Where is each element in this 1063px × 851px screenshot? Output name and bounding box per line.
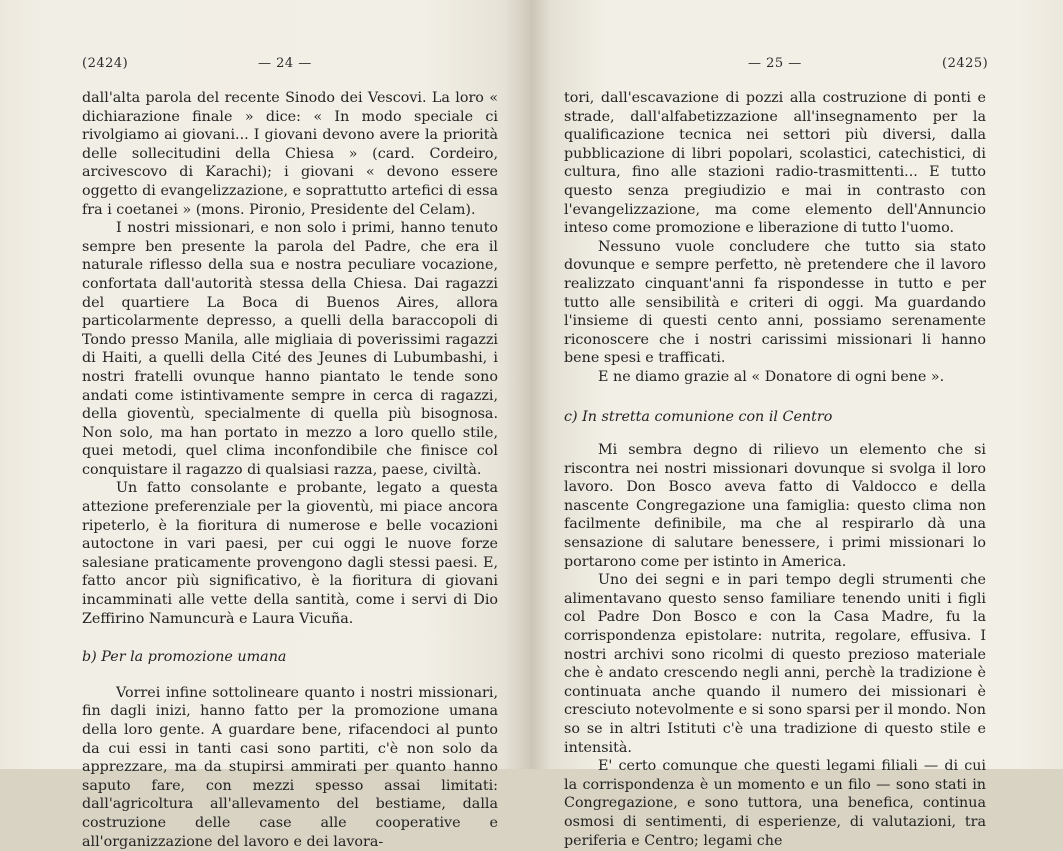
paragraph: Mi sembra degno di rilievo un elemento che si riscontra nei nostri missionari dovunque si svolga il loro lavoro. Don Bosco aveva fatto di Valdocco e della nascente Congregazione una famiglia: questo clima non facilmente definibile, ma che al respirarlo dà una sensazione di salutare benessere, i primi missionari lo portarono come per istinto in America. <box>564 442 986 570</box>
paragraph: Nessuno vuole concludere che tutto sia stato dovunque e sempre perfetto, nè pretendere che il lavoro realizzato cinquant'anni fa rispondesse in tutto e per tutto alle sensibilità e criteri di oggi. Ma guardando l'insieme di questi cento anni, possiamo serenamente riconoscere che i nostri carissimi missionari li hanno bene spesi e trafficati. <box>564 238 986 367</box>
paragraph: Uno dei segni e in pari tempo degli strumenti che alimentavano questo senso familiare tenendo uniti i figli col Padre Don Bosco e con la Casa Madre, fu la corrispondenza epistolare: nutrita, regolare, effusiva. I nostri archivi sono ricolmi di questo prezioso materiale che è andato crescendo negli anni, perchè la tradizione è continuata anche quando il numero dei missionari è cresciuto notevolmente e si sono sparsi per il mondo. Non so se in altri Istituti c'è una tradizione di questo stile e intensità. <box>564 572 986 756</box>
page-number-left: — 24 — <box>258 56 312 71</box>
left-page-body <box>82 89 498 851</box>
section-heading-c: c) In stretta comunione con il Centro <box>564 408 833 425</box>
paragraph: I nostri missionari, e non solo i primi, hanno tenuto sempre ben presente la parola del Padre, che era il naturale riflesso della sua e nostra peculiare vocazione, confortata dall'autorità stessa della Chiesa. Dai ragazzi del quartiere La Boca di Buenos Aires, allora particolarmente depresso, a quelli della baraccopoli di Tondo presso Manila, alle migliaia di poverissimi ragazzi di Haiti, a quelli della Cité des Jeunes di Lubumbashi, i nostri fratelli ovunque hanno piantato le tende sono andati come istintivamente sempre in cerca di ragazzi, della gioventù, specialmente di quella più bisognosa. Non solo, ma han portato in mezzo a loro quello stile, quei metodi, quel clima inconfondibile che finisce col conquistare il ragazzo di qualsiasi razza, paese, civiltà. <box>82 220 498 478</box>
right-page <box>530 0 1063 849</box>
paragraph: E ne diamo grazie al « Donatore di ogni bene ». <box>598 368 945 385</box>
paragraph: dall'alta parola del recente Sinodo dei Vescovi. La loro « dichiarazione finale » dice: « In modo speciale ci rivolgiamo ai giovani... I giovani devono avere la priorità delle sollecitudini della Chiesa » (card. Cordeiro, arcivescovo di Karachi); i giovani « devono essere oggetto di evangelizzazione, e soprattutto artefici di essa fra i coetanei » (mons. Pironio, Presidente del Celam). <box>82 90 498 218</box>
paragraph: E' certo comunque che questi legami filiali — di cui la corrispondenza è un momento e un filo — sono stati in Congregazione, e sono tuttora, una benefica, continua osmosi di sentimenti, di esperienze, di valutazioni, tra periferia e Centro; legami che <box>564 758 986 849</box>
right-page-body <box>564 89 986 850</box>
paragraph: tori, dall'escavazione di pozzi alla costruzione di ponti e strade, dall'alfabetizzazione all'insegnamento per la qualificazione tecnica nei settori più diversi, dalla pubblicazione di libri popolari, scolastici, catechistici, di cultura, fino alle stazioni radio-trasmittenti... E tutto questo senza pregiudizio e mai in contrasto con l'evangelizzazione, ma come elemento dell'Annuncio inteso come promozione e liberazione di tutto l'uomo. <box>564 90 986 237</box>
paragraph: Vorrei infine sottolineare quanto i nostri missionari, fin dagli inizi, hanno fatto per la promozione umana della loro gente. A guardare bene, rifacendoci al punto da cui essi in tanti casi sono partiti, c'è non solo da apprezzare, ma da stupirsi ammirati per quanto hanno saputo fare, con mezzi spesso assai limitati: dall'agricoltura all'allevamento del bestiame, dalla costruzione delle case alle cooperative e all'organizzazione del lavoro e dei lavora- <box>82 684 498 850</box>
left-page <box>0 0 530 850</box>
section-heading-b: b) Per la promozione umana <box>82 649 287 666</box>
page-code-right: (2425) <box>942 56 989 71</box>
page-code-left: (2424) <box>82 56 129 71</box>
page-number-right: — 25 — <box>748 56 802 71</box>
paragraph: Un fatto consolante e probante, legato a questa attezione preferenziale per la gioventù, mi piace ancora ripeterlo, è la fioritura di numerose e belle vocazioni autoctone in vari paesi, per cui oggi le nuove forze salesiane praticamente provengono dagli stessi paesi. E, fatto ancor più significativo, è la fioritura di giovani incamminati alle vette della santità, come i servi di Dio Zeffirino Namuncurà e Laura Vicuña. <box>82 480 498 627</box>
